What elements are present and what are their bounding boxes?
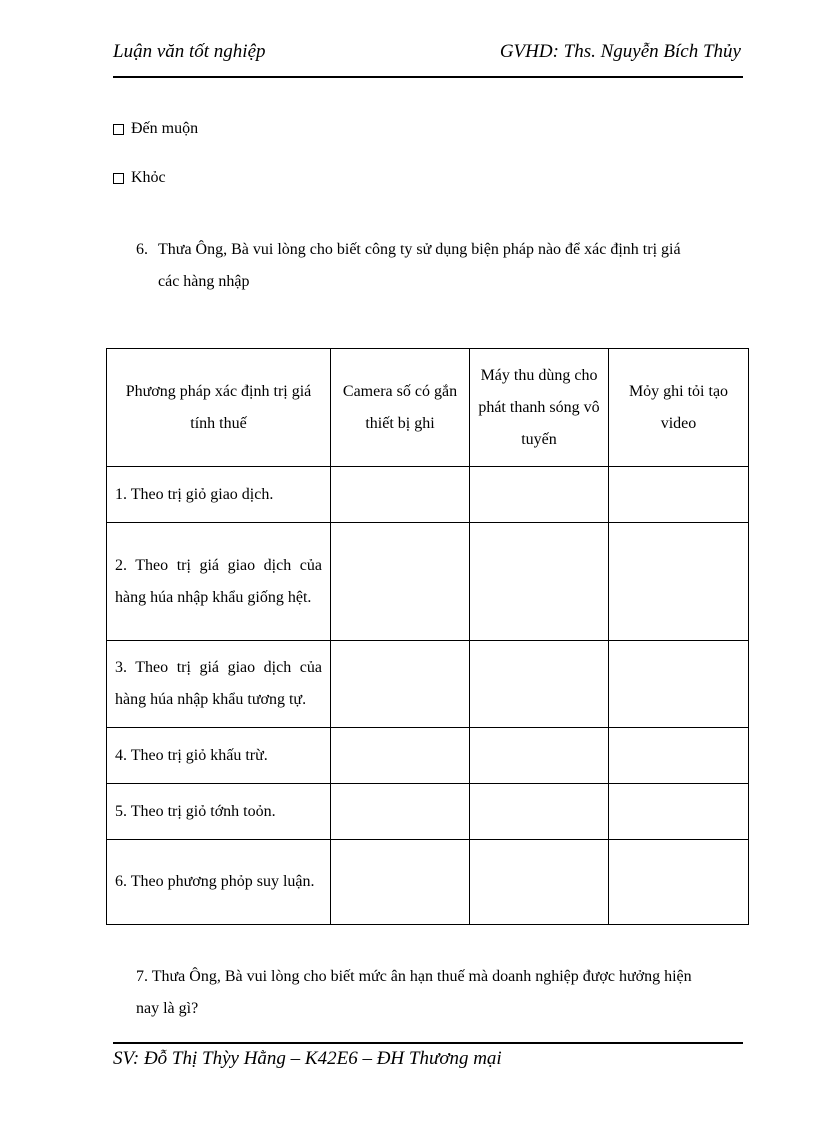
table-row: [107, 641, 749, 728]
page-footer: [113, 1042, 743, 1070]
checkbox-icon[interactable]: [113, 173, 124, 184]
page-header: [113, 40, 743, 78]
table-row: [107, 784, 749, 840]
option-label: Đến muộn: [131, 120, 199, 137]
answer-cell[interactable]: [609, 641, 749, 728]
valuation-method-table: [106, 348, 749, 925]
table-header-row: [107, 349, 749, 467]
answer-cell[interactable]: [470, 641, 609, 728]
table-row: [107, 728, 749, 784]
option-label: Khỏc: [131, 169, 166, 186]
method-cell: 1. Theo trị giỏ giao dịch.: [107, 467, 331, 523]
answer-cell[interactable]: [470, 840, 609, 925]
method-cell: 5. Theo trị giỏ tớnh toỏn.: [107, 784, 331, 840]
table-row: [107, 523, 749, 641]
question-7: [136, 961, 740, 1025]
student-info: SV: Đỗ Thị Thỳy Hằng – K42E6 – ĐH Thương mại: [113, 1048, 502, 1069]
checkbox-icon[interactable]: [113, 124, 124, 135]
answer-cell[interactable]: [470, 523, 609, 641]
header-camera: Camera số có gắn thiết bị ghi: [331, 349, 470, 467]
answer-cell[interactable]: [331, 728, 470, 784]
question-7-line-2: nay là gì?: [136, 1000, 199, 1017]
question-6: [136, 234, 740, 298]
supervisor-name: GVHD: Ths. Nguyễn Bích Thủy: [499, 41, 741, 62]
answer-cell[interactable]: [609, 840, 749, 925]
table-row: [107, 467, 749, 523]
answer-cell[interactable]: [331, 840, 470, 925]
header-radio-receiver: Máy thu dùng cho phát thanh sóng vô tuyến: [470, 349, 609, 467]
answer-cell[interactable]: [331, 467, 470, 523]
answer-cell[interactable]: [470, 784, 609, 840]
question-6-line-2: các hàng nhập: [158, 273, 250, 290]
header-video-recorder: Mỏy ghi tỏi tạo video: [609, 349, 749, 467]
answer-cell[interactable]: [331, 784, 470, 840]
option-late[interactable]: [113, 120, 198, 138]
method-cell: 6. Theo phương phỏp suy luận.: [107, 840, 331, 925]
option-other[interactable]: [113, 169, 166, 187]
thesis-title: Luận văn tốt nghiệp: [113, 41, 266, 62]
answer-cell[interactable]: [470, 467, 609, 523]
answer-cell[interactable]: [609, 728, 749, 784]
question-6-line-1: 6. Thưa Ông, Bà vui lòng cho biết công ty sử dụng biện pháp nào để xác định trị giá: [136, 234, 740, 266]
answer-cell[interactable]: [331, 523, 470, 641]
table-row: [107, 840, 749, 925]
header-method: Phương pháp xác định trị giá tính thuế: [107, 349, 331, 467]
answer-cell[interactable]: [609, 784, 749, 840]
method-cell: 3. Theo trị giá giao dịch của hàng húa nhập khẩu tương tự.: [107, 641, 331, 728]
answer-cell[interactable]: [470, 728, 609, 784]
question-7-line-1: 7. Thưa Ông, Bà vui lòng cho biết mức ân hạn thuế mà doanh nghiệp được hưởng hiện: [136, 968, 692, 985]
answer-cell[interactable]: [331, 641, 470, 728]
method-cell: 2. Theo trị giá giao dịch của hàng húa nhập khẩu giống hệt.: [107, 523, 331, 641]
answer-cell[interactable]: [609, 523, 749, 641]
method-cell: 4. Theo trị giỏ khấu trừ.: [107, 728, 331, 784]
answer-cell[interactable]: [609, 467, 749, 523]
question-number: 6.: [136, 241, 148, 258]
